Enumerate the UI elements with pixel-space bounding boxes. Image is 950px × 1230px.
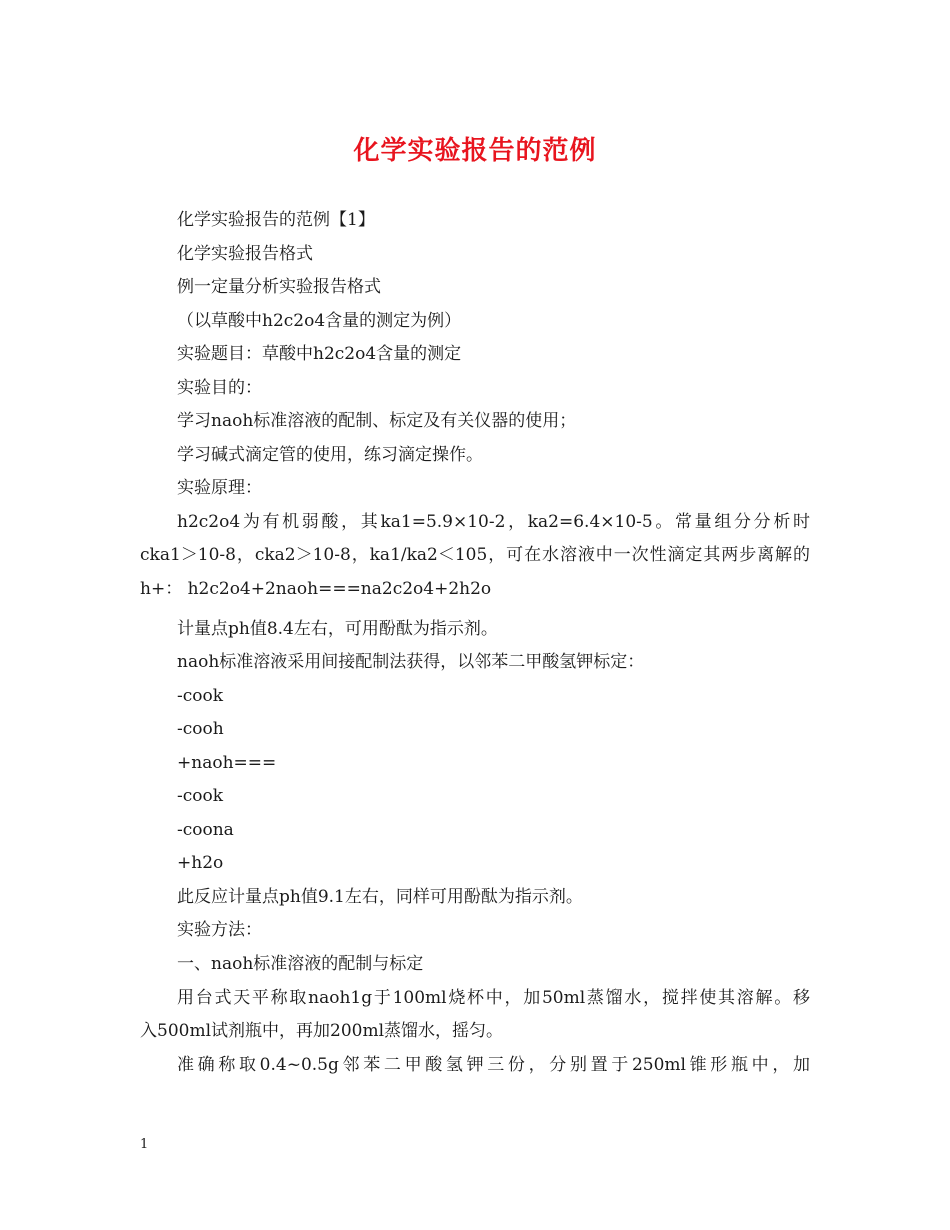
text-line: 学习naoh标准溶液的配制、标定及有关仪器的使用； <box>177 411 577 431</box>
text-line: 学习碱式滴定管的使用，练习滴定操作。 <box>177 445 483 465</box>
paragraph-line: h2c2o4为有机弱酸，其ka1=5.9×10-2，ka2=6.4×10-5。常量组分分析时 <box>177 512 810 532</box>
page-title: 化学实验报告的范例 <box>353 136 597 166</box>
text-line: 此反应计量点ph值9.1左右，同样可用酚酞为指示剂。 <box>177 887 583 907</box>
text-line: 一、naoh标准溶液的配制与标定 <box>177 954 424 974</box>
text-line: +h2o <box>177 853 224 873</box>
text-line: 实验题目：草酸中h2c2o4含量的测定 <box>177 344 462 364</box>
text-line: 例一定量分析实验报告格式 <box>177 277 381 297</box>
text-line: 计量点ph值8.4左右，可用酚酞为指示剂。 <box>177 619 498 639</box>
text-line: -cook <box>177 686 224 706</box>
paragraph-line: 用台式天平称取naoh1g于100ml烧杯中，加50ml蒸馏水，搅拌使其溶解。移 <box>177 988 810 1008</box>
paragraph-line: h+： h2c2o4+2naoh===na2c2o4+2h2o <box>140 579 492 599</box>
paragraph-line: 准确称取0.4~0.5g邻苯二甲酸氢钾三份，分别置于250ml锥形瓶中，加 <box>177 1055 810 1075</box>
paragraph-line: 入500ml试剂瓶中，再加200ml蒸馏水，摇匀。 <box>140 1021 504 1041</box>
text-line: （以草酸中h2c2o4含量的测定为例） <box>177 311 462 331</box>
paragraph-line: cka1＞10-8，cka2＞10-8，ka1/ka2＜105，可在水溶液中一次性滴定其两步离解的 <box>140 545 810 565</box>
text-line: 实验原理： <box>177 478 262 498</box>
text-line: +naoh=== <box>177 753 277 773</box>
text-line: -coona <box>177 820 234 840</box>
text-line: 实验方法： <box>177 920 262 940</box>
text-line: -cooh <box>177 719 224 739</box>
page-number: 1 <box>140 1137 149 1152</box>
text-line: 化学实验报告的范例【1】 <box>177 210 375 230</box>
text-line: 实验目的： <box>177 378 262 398</box>
text-line: -cook <box>177 786 224 806</box>
text-line: 化学实验报告格式 <box>177 244 313 264</box>
text-line: naoh标准溶液采用间接配制法获得，以邻苯二甲酸氢钾标定： <box>177 652 645 672</box>
